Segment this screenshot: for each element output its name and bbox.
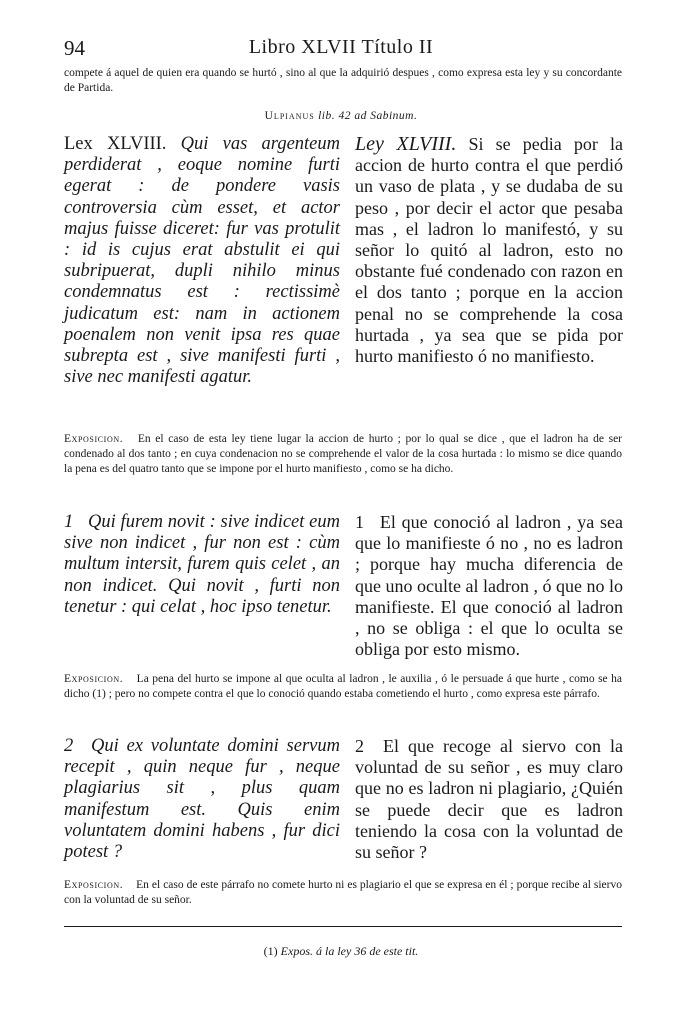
intro-paragraph: compete á aquel de quien era quando se hurtó , sino al que la adquirió despues , como expresa esta ley y su concordante de Partida. <box>64 67 622 94</box>
exposition-label: Exposicion. <box>64 673 124 685</box>
law-spanish-lead: Ley XLVIII. <box>355 133 457 155</box>
source-author: Ulpianus <box>264 110 315 122</box>
exposition-2 <box>64 672 622 702</box>
exposition-label: Exposicion. <box>64 879 124 891</box>
footnote-marker: (1) <box>263 944 278 958</box>
section-2-latin <box>64 736 340 863</box>
footnote-text: Expos. á la ley 36 de este tit. <box>280 944 419 958</box>
law-spanish-text <box>355 134 623 367</box>
section-1-latin-number: 1 <box>64 512 74 532</box>
exposition-3-text: En el caso de este párrafo no comete hurto ni es plagiario el que se expresa en él ; porque recibe al siervo con la voluntad de su señor. <box>64 879 622 906</box>
section-2-latin-number: 2 <box>64 736 74 756</box>
exposition-1-text: En el caso de esta ley tiene lugar la accion de hurto ; por lo qual se dice , que el ladron ha de ser condenado al dos tanto ; en cuya condenacion no se comprehende el valor de la cosa hurtada : lo mismo se dice quando la pena es del quatro tanto que se impone por el hurto manifiesto , como se ha dicho. <box>64 433 623 475</box>
exposition-3 <box>64 878 622 908</box>
section-1-latin-body: Qui furem novit : sive indicet eum sive non indicet , fur non est : cùm multum intersit, furem quis celet , an non indicet. Qui novit , furti non tenetur : qui celat , hoc ipso tenetur. <box>64 512 340 617</box>
law-latin-body: Qui vas argenteum perdiderat , eoque nomine furti egerat : de pondere vasis controversia cùm esset, et actor majus fuisse diceret: fur vas protulit : id is cujus erat abstulit ei qui subripuerat, dupli nihilo minus condemnatus est : rectissimè judicatum est: nam in actionem poenalem non venit ipsa res quae subrepta est , sive manifesti furti , sive nec manifesti agatur. <box>64 134 340 388</box>
exposition-label: Exposicion. <box>64 433 124 445</box>
section-2-spanish <box>355 736 623 863</box>
section-2-spanish-body: El que recoge al siervo con la voluntad de su señor , es muy claro que no es ladron ni plagiario, ¿Quién se puede decir que es ladron teniendo la cosa con la voluntad de su señor ? <box>355 736 624 863</box>
exposition-2-text: La pena del hurto se impone al que oculta al ladron , le auxilia , ó le persuade á que hurte , como se ha dicho (1) ; pero no compete contra el que lo conoció quando estaba cometiendo el hurto , como expresa este párrafo. <box>64 673 622 700</box>
section-2-latin-body: Qui ex voluntate domini servum recepit , quin neque fur , neque plagiarius sit , plus quam manifestum est. Quis enim voluntatem domini habens , fur dici potest ? <box>64 736 340 863</box>
section-1-latin <box>64 512 340 618</box>
running-title: Libro XLVII Título II <box>248 36 434 58</box>
section-1-spanish-number: 1 <box>355 512 364 532</box>
footnote-rule <box>64 926 622 927</box>
source-citation <box>0 110 682 122</box>
law-latin-text <box>64 134 340 388</box>
section-1-spanish <box>355 512 623 660</box>
exposition-1 <box>64 432 622 477</box>
section-2-spanish-number: 2 <box>355 736 364 756</box>
source-work: lib. 42 ad Sabinum. <box>318 110 418 122</box>
law-latin-lead: Lex XLVIII. <box>64 134 167 154</box>
page-number: 94 <box>64 36 85 60</box>
footnote <box>0 944 682 959</box>
section-1-spanish-body: El que conoció al ladron , ya sea que lo manifieste ó no , no es ladron ; porque hay mucha diferencia de que uno oculte al ladron , ó que no lo manifieste. El que conoció al ladron , no se obliga : el que lo oculta se obliga por esto mismo. <box>355 512 623 660</box>
law-spanish-body: Si se pedia por la accion de hurto contra el que perdió un vaso de plata , y se dudaba de su peso , por decir el actor que pesaba mas , el ladron lo manifestó, y su señor lo quitó al ladron, esto no obstante fué condenado con razon en el dos tanto ; porque en la accion penal no se comprehende la cosa hurtada , ya sea que se pida por hurto manifiesto ó no manifiesto. <box>355 134 623 367</box>
